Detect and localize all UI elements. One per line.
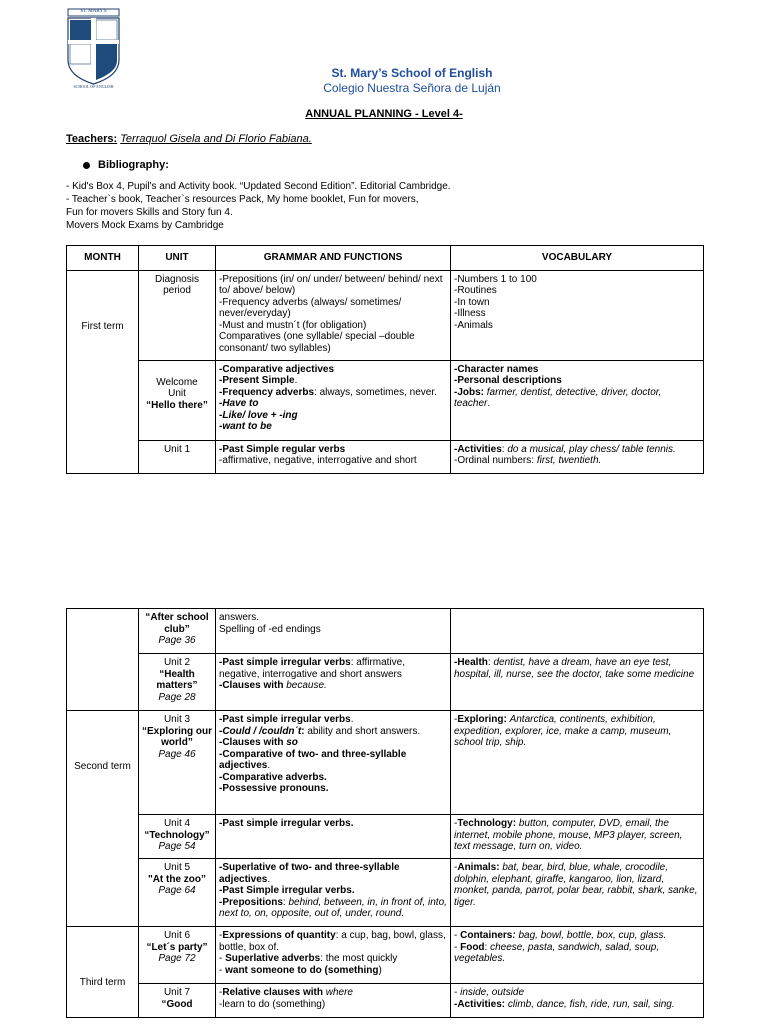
- vocabulary-cell: - inside, outside -Activities: climb, dance, fish, ride, run, sail, sing.: [451, 984, 704, 1018]
- term-cell: First term: [67, 270, 139, 473]
- bibliography-heading: [83, 159, 169, 171]
- planning-table-page1: [66, 245, 704, 474]
- unit-cell: Unit 2 “Health matters” Page 28: [139, 654, 216, 711]
- table-row: [67, 609, 704, 654]
- school-name: St. Mary’s School of English: [331, 66, 493, 80]
- table-row: [67, 927, 704, 984]
- unit-cell: Unit 7 “Good: [139, 984, 216, 1018]
- unit-cell: Welcome Unit “Hello there”: [139, 360, 216, 440]
- grammar-cell: -Comparative adjectives -Present Simple. -Frequency adverbs: always, sometimes, never. -Have to -Like/ love + -ing -want to be: [216, 360, 451, 440]
- unit-cell: Unit 1: [139, 440, 216, 473]
- bibliography-line: - Kid's Box 4, Pupil's and Activity book. “Updated Second Edition”. Editorial Cambridge.: [66, 181, 451, 192]
- bibliography-list: [66, 180, 451, 232]
- header-month: MONTH: [67, 246, 139, 271]
- header-grammar: GRAMMAR AND FUNCTIONS: [216, 246, 451, 271]
- teachers-line: [66, 133, 312, 145]
- unit-cell: Unit 4 “Technology” Page 54: [139, 815, 216, 859]
- header-unit: UNIT: [139, 246, 216, 271]
- table-row: [67, 984, 704, 1018]
- unit-cell: “After school club” Page 36: [139, 609, 216, 654]
- term-cell: Second term: [67, 711, 139, 927]
- unit-cell: Unit 3 “Exploring our world” Page 46: [139, 711, 216, 815]
- logo-text-top: ST. MARY'S: [80, 9, 107, 14]
- bibliography-line: Fun for movers Skills and Story fun 4.: [66, 207, 233, 218]
- vocabulary-cell: -Animals: bat, bear, bird, blue, whale, crocodile, dolphin, elephant, giraffe, kangaroo, lion, lizard, monket, panda, parrot, polar bear, rabbit, shark, sanke, tiger.: [451, 859, 704, 927]
- grammar-cell: -Past simple irregular verbs: affirmative, negative, interrogative and short answers -Clauses with because.: [216, 654, 451, 711]
- vocabulary-cell: -Numbers 1 to 100 -Routines -In town -Illness -Animals: [451, 270, 704, 360]
- table-row: [67, 859, 704, 927]
- teachers-names: Terraquol Gisela and Di Florio Fabiana.: [120, 133, 312, 145]
- plan-title: ANNUAL PLANNING - Level 4-: [305, 108, 463, 120]
- vocabulary-cell: -Technology: button, computer, DVD, email, the internet, mobile phone, mouse, MP3 player, screen, text message, turn on, video.: [451, 815, 704, 859]
- vocabulary-cell: - Containers: bag, bowl, bottle, box, cup, glass. - Food: cheese, pasta, sandwich, salad, soup, vegetables.: [451, 927, 704, 984]
- grammar-cell: answers. Spelling of -ed endings: [216, 609, 451, 654]
- term-cell: Third term: [67, 927, 139, 1018]
- grammar-cell: -Expressions of quantity: a cup, bag, bowl, glass, bottle, box of. - Superlative adverbs: the most quickly - want someone to do (something): [216, 927, 451, 984]
- planning-table-page2: [66, 608, 704, 1018]
- unit-cell: Unit 6 “Let´s party” Page 72: [139, 927, 216, 984]
- grammar-cell: -Superlative of two- and three-syllable adjectives. -Past Simple irregular verbs. -Prepositions: behind, between, in, in front of, into, next to, on, opposite, out of, under, round.: [216, 859, 451, 927]
- term-cell: [67, 609, 139, 711]
- table-row: [67, 440, 704, 473]
- bibliography-label: Bibliography:: [98, 159, 169, 171]
- vocabulary-cell: [451, 609, 704, 654]
- unit-cell: Diagnosis period: [139, 270, 216, 360]
- table-row: [67, 815, 704, 859]
- vocabulary-cell: -Health: dentist, have a dream, have an eye test, hospital, ill, nurse, see the doctor, take some medicine: [451, 654, 704, 711]
- bibliography-line: - Teacher`s book, Teacher`s resources Pack, My home booklet, Fun for movers,: [66, 194, 419, 205]
- college-name: Colegio Nuestra Señora de Luján: [323, 81, 501, 95]
- vocabulary-cell: -Activities: do a musical, play chess/ table tennis. -Ordinal numbers: first, twentieth.: [451, 440, 704, 473]
- logo-text-bottom: SCHOOL OF ENGLISH: [73, 84, 114, 89]
- grammar-cell: -Past simple irregular verbs. -Could / /couldn´t: ability and short answers. -Clauses with so -Comparative of two- and three-syllable adjectives. -Comparative adverbs. -Possessive pronouns.: [216, 711, 451, 815]
- grammar-cell: -Relative clauses with where -learn to do (something): [216, 984, 451, 1018]
- teachers-label: Teachers:: [66, 133, 118, 145]
- table-row: [67, 654, 704, 711]
- table-row: [67, 270, 704, 360]
- grammar-cell: -Prepositions (in/ on/ under/ between/ behind/ next to/ above/ below) -Frequency adverbs (always/ sometimes/ never/everyday) -Must and mustn´t (for obligation) Comparatives (one syllable/ special –double consonant/ two syllables): [216, 270, 451, 360]
- table-row: [67, 711, 704, 815]
- unit-cell: Unit 5 "At the zoo” Page 64: [139, 859, 216, 927]
- bibliography-line: Movers Mock Exams by Cambridge: [66, 220, 224, 231]
- table-header-row: [67, 246, 704, 271]
- vocabulary-cell: -Exploring: Antarctica, continents, exhibition, expedition, explorer, ice, make a camp, museum, school trip, ship.: [451, 711, 704, 815]
- table-row: [67, 360, 704, 440]
- vocabulary-cell: -Character names -Personal descriptions -Jobs: farmer, dentist, detective, driver, doctor, teacher.: [451, 360, 704, 440]
- grammar-cell: -Past simple irregular verbs.: [216, 815, 451, 859]
- header-vocabulary: VOCABULARY: [451, 246, 704, 271]
- grammar-cell: -Past Simple regular verbs -affirmative, negative, interrogative and short: [216, 440, 451, 473]
